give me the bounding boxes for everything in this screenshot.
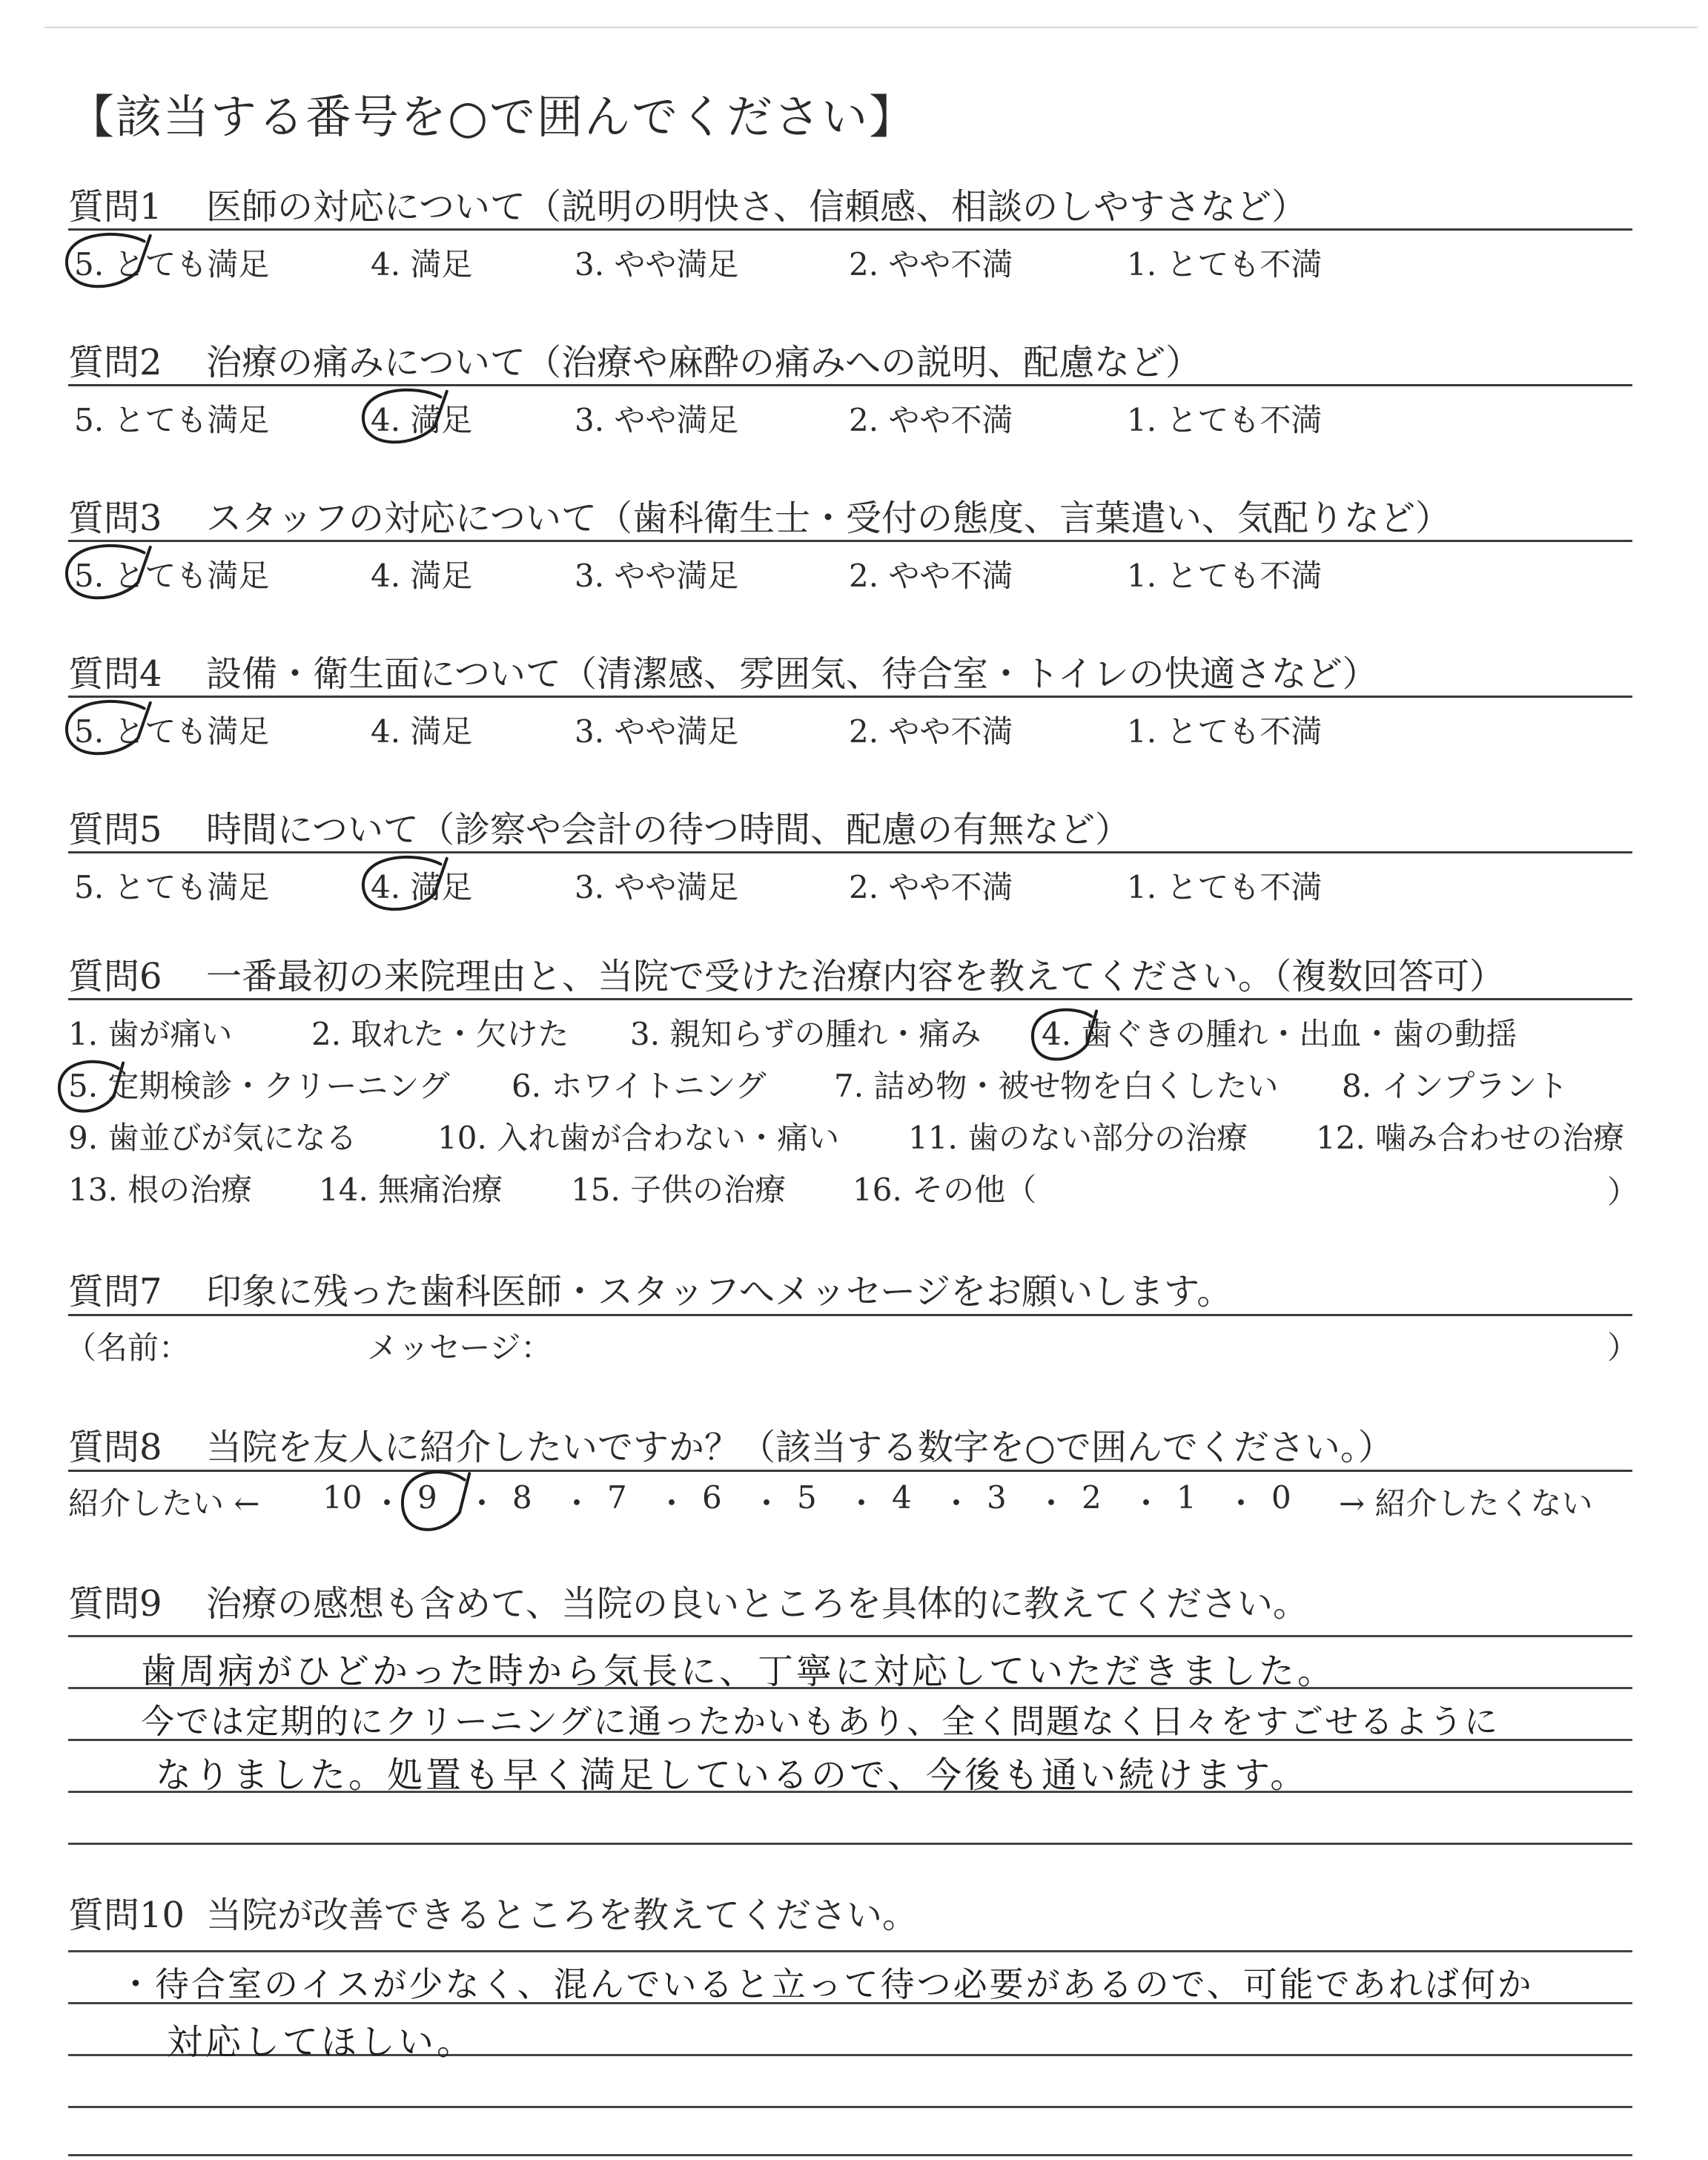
rating-option[interactable]: 4. 満足	[371, 558, 473, 594]
rating-option[interactable]: 5. とても満足	[74, 713, 270, 750]
q8-right-label: → 紹介したくない	[1339, 1485, 1593, 1522]
q8-scale-value[interactable]: 3	[987, 1479, 1007, 1516]
instruction-heading: 【該当する番号を○で囲んでください】	[68, 90, 917, 144]
q6-option[interactable]: 6. ホワイトニング	[512, 1068, 767, 1104]
question-label: 質問3	[68, 498, 162, 539]
q8-scale-separator: ・	[561, 1485, 593, 1522]
q8-scale-value[interactable]: 8	[512, 1479, 532, 1516]
selection-circle-mark	[67, 701, 150, 753]
q8-scale-value[interactable]: 2	[1082, 1479, 1102, 1516]
q8-selection-circle-mark	[403, 1472, 469, 1530]
q7-text: 印象に残った歯科医師・スタッフへメッセージをお願いします。	[206, 1271, 1233, 1312]
rating-option[interactable]: 2. やや不満	[849, 246, 1013, 283]
rating-option[interactable]: 3. やや満足	[575, 869, 739, 905]
rating-option[interactable]: 3. やや満足	[575, 246, 739, 283]
q8-label: 質問8	[68, 1427, 162, 1468]
q6-close-paren: ）	[1607, 1174, 1639, 1210]
q6-option[interactable]: 2. 取れた・欠けた	[311, 1016, 569, 1052]
q6-option[interactable]: 16. その他（	[853, 1172, 1037, 1208]
q9-answer-text: 今では定期的にクリーニングに通ったかいもあり、全く問題なく日々をすごせるように	[141, 1702, 1500, 1741]
q6-option[interactable]: 8. インプラント	[1342, 1068, 1569, 1104]
rating-option[interactable]: 1. とても不満	[1127, 869, 1323, 905]
q6-selection-circle-mark	[59, 1062, 123, 1112]
rating-option[interactable]: 4. 満足	[371, 713, 473, 750]
q8-scale-separator: ・	[371, 1485, 403, 1522]
q6-option[interactable]: 15. 子供の治療	[571, 1172, 787, 1208]
q9-label: 質問9	[68, 1583, 162, 1625]
q8-scale-value[interactable]: 7	[607, 1479, 627, 1516]
question-label: 質問5	[68, 809, 162, 851]
q10-answer-text: 対応してほしい。	[167, 2021, 476, 2063]
q8-scale-separator: ・	[941, 1485, 973, 1522]
q8-scale-value[interactable]: 0	[1271, 1479, 1291, 1516]
q9-answer-text: なりました。処置も早く満足しているので、今後も通い続けます。	[156, 1754, 1309, 1796]
rating-option[interactable]: 3. やや満足	[575, 402, 739, 438]
q8-left-label: 紹介したい ←	[68, 1485, 260, 1522]
question-text: 治療の痛みについて（治療や麻酔の痛みへの説明、配慮など）	[206, 342, 1202, 383]
q6-option[interactable]: 11. 歯のない部分の治療	[908, 1120, 1248, 1156]
q6-option[interactable]: 9. 歯並びが気になる	[68, 1120, 357, 1156]
rating-option[interactable]: 3. やや満足	[575, 713, 739, 750]
q6-option[interactable]: 4. 歯ぐきの腫れ・出血・歯の動揺	[1042, 1016, 1517, 1052]
q9-answer-text: 歯周病がひどかった時から気長に、丁寧に対応していただきました。	[141, 1651, 1337, 1692]
q6-text: 一番最初の来院理由と、当院で受けた治療内容を教えてください。（複数回答可）	[206, 956, 1506, 997]
q8-scale-separator: ・	[466, 1485, 498, 1522]
rating-option[interactable]: 5. とても満足	[74, 869, 270, 905]
q7-name-label: （名前：	[65, 1330, 191, 1366]
rating-option[interactable]: 1. とても不満	[1127, 246, 1323, 283]
q6-selection-circle-mark	[1033, 1010, 1096, 1060]
q10-label: 質問10	[68, 1895, 185, 1936]
q10-answer-text: ・待合室のイスが少なく、混んでいると立って待つ必要があるので、可能であれば何か	[119, 1964, 1534, 2004]
q6-option[interactable]: 5. 定期検診・クリーニング	[68, 1068, 450, 1104]
question-text: 医師の対応について（説明の明快さ、信頼感、相談のしやすさなど）	[206, 186, 1308, 228]
q8-scale-value[interactable]: 1	[1176, 1479, 1196, 1516]
q8-scale-separator: ・	[1131, 1485, 1162, 1522]
q8-scale-separator: ・	[1225, 1485, 1257, 1522]
rating-option[interactable]: 2. やや不満	[849, 402, 1013, 438]
q9-text: 治療の感想も含めて、当院の良いところを具体的に教えてください。	[206, 1583, 1309, 1625]
q6-option[interactable]: 7. 詰め物・被せ物を白くしたい	[834, 1068, 1279, 1104]
selection-circle-mark	[67, 546, 150, 598]
rating-option[interactable]: 5. とても満足	[74, 558, 270, 594]
question-label: 質問4	[68, 653, 162, 695]
q10-text: 当院が改善できるところを教えてください。	[206, 1895, 918, 1936]
selection-circle-mark	[363, 857, 447, 909]
q6-option[interactable]: 3. 親知らずの腫れ・痛み	[630, 1016, 982, 1052]
rating-option[interactable]: 5. とても満足	[74, 246, 270, 283]
question-text: 時間について（診察や会計の待つ時間、配慮の有無など）	[206, 809, 1131, 851]
q8-scale-value[interactable]: 10	[322, 1479, 363, 1516]
rating-option[interactable]: 1. とても不満	[1127, 713, 1323, 750]
selection-circle-mark	[67, 234, 150, 286]
selection-circle-mark	[363, 390, 447, 442]
rating-option[interactable]: 4. 満足	[371, 869, 473, 905]
q8-text: 当院を友人に紹介したいですか？（該当する数字を○で囲んでください。）	[206, 1427, 1394, 1468]
rating-option[interactable]: 1. とても不満	[1127, 558, 1323, 594]
question-label: 質問1	[68, 186, 162, 228]
q6-option[interactable]: 13. 根の治療	[68, 1172, 253, 1208]
q6-option[interactable]: 14. 無痛治療	[319, 1172, 503, 1208]
rating-option[interactable]: 5. とても満足	[74, 402, 270, 438]
q8-scale-value[interactable]: 9	[417, 1479, 437, 1516]
rating-option[interactable]: 4. 満足	[371, 402, 473, 438]
q6-option[interactable]: 12. 噛み合わせの治療	[1316, 1120, 1625, 1156]
rating-option[interactable]: 3. やや満足	[575, 558, 739, 594]
rating-option[interactable]: 2. やや不満	[849, 869, 1013, 905]
rating-option[interactable]: 2. やや不満	[849, 558, 1013, 594]
q7-label: 質問7	[68, 1271, 162, 1312]
q8-scale-separator: ・	[751, 1485, 783, 1522]
rating-option[interactable]: 2. やや不満	[849, 713, 1013, 750]
rating-option[interactable]: 1. とても不満	[1127, 402, 1323, 438]
q8-scale-separator: ・	[846, 1485, 878, 1522]
q8-scale-separator: ・	[656, 1485, 688, 1522]
question-label: 質問2	[68, 342, 162, 383]
q7-message-label: メッセージ：	[367, 1330, 552, 1366]
q8-scale-value[interactable]: 5	[797, 1479, 817, 1516]
q8-scale-value[interactable]: 4	[892, 1479, 912, 1516]
q7-close-paren: ）	[1607, 1330, 1639, 1366]
q6-option[interactable]: 1. 歯が痛い	[68, 1016, 233, 1052]
q6-label: 質問6	[68, 956, 162, 997]
rating-option[interactable]: 4. 満足	[371, 246, 473, 283]
q8-scale-value[interactable]: 6	[702, 1479, 722, 1516]
q8-scale-separator: ・	[1036, 1485, 1068, 1522]
question-text: 設備・衛生面について（清潔感、雰囲気、待合室・トイレの快適さなど）	[206, 653, 1378, 695]
question-text: スタッフの対応について（歯科衛生士・受付の態度、言葉遣い、気配りなど）	[206, 498, 1452, 539]
q6-option[interactable]: 10. 入れ歯が合わない・痛い	[437, 1120, 840, 1156]
